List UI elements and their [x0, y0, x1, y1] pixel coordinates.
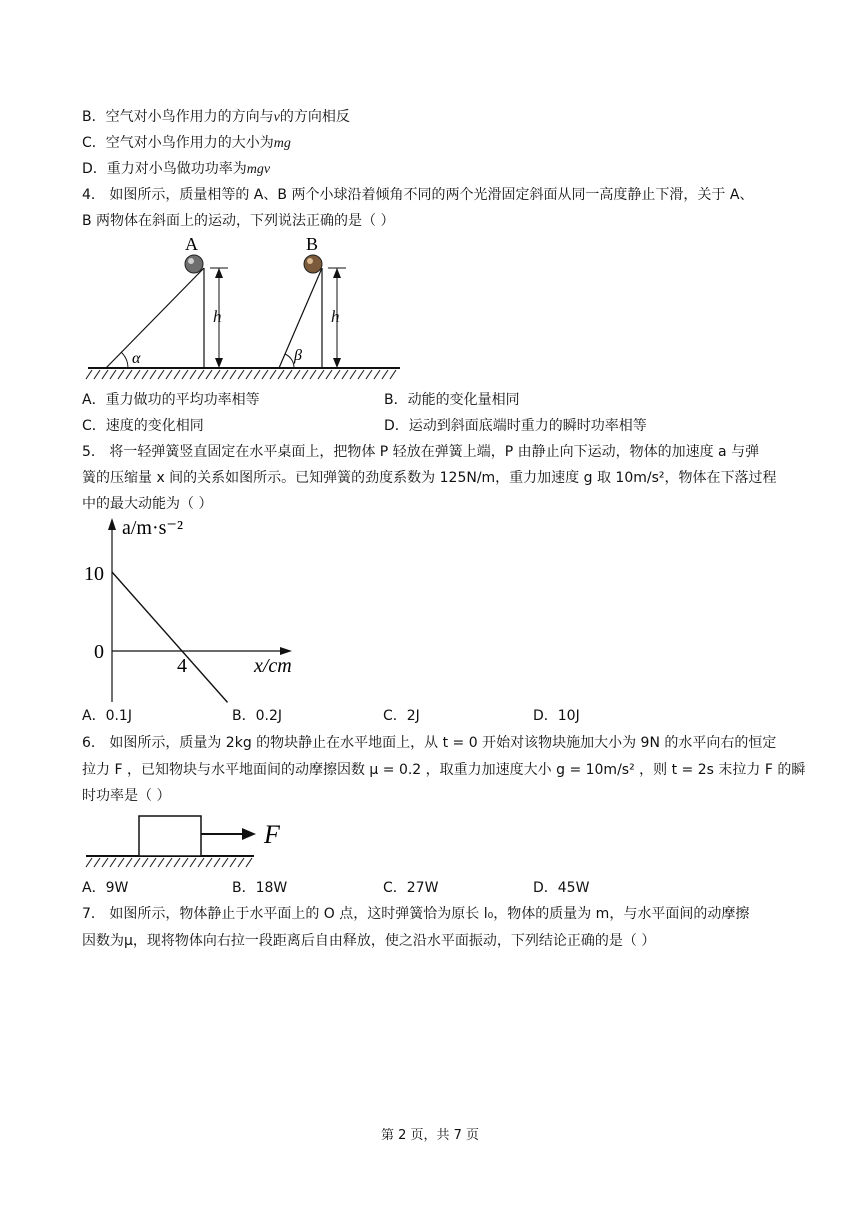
q4-option-c: C．速度的变化相同: [82, 418, 204, 434]
q5-stem-line2: 簧的压缩量 x 间的关系如图所示。已知弹簧的劲度系数为 125N/m，重力加速度 g 取 10m/s²，物体在下落过程: [82, 470, 777, 486]
y-axis-label: a/m·s⁻²: [122, 517, 183, 539]
q4-option-d: D．运动到斜面底端时重力的瞬时功率相等: [384, 418, 647, 434]
q3-option-c: C．空气对小鸟作用力的大小为mg: [82, 135, 291, 151]
q6-option-d: D．45W: [533, 880, 590, 896]
x-axis-label: x/cm: [254, 655, 292, 677]
origin-label: 0: [94, 641, 104, 663]
q4-option-b: B．动能的变化量相同: [384, 392, 520, 408]
series-line: [112, 572, 228, 702]
force-label: F: [264, 820, 280, 849]
q4-figure-inclines: [82, 230, 412, 385]
q6-option-a: A．9W: [82, 880, 129, 896]
q6-block-figure: [82, 810, 302, 872]
q5-acceleration-chart: [82, 512, 312, 702]
q5-stem-line1: 5． 将一轻弹簧竖直固定在水平桌面上，把物体 P 轻放在弹簧上端，P 由静止向下运动，物体的加速度 a 与弹: [82, 444, 760, 460]
x-tick-label: 4: [177, 655, 187, 677]
q3-option-b: B．空气对小鸟作用力的方向与v的方向相反: [82, 109, 350, 125]
q7-stem-line2: 因数为μ，现将物体向右拉一段距离后自由释放，使之沿水平面振动，下列结论正确的是（ ）: [82, 933, 656, 949]
q5-option-b: B．0.2J: [232, 708, 282, 724]
q5-option-c: C．2J: [383, 708, 420, 724]
page-footer: 第 2 页，共 7 页: [380, 1128, 480, 1143]
height-label-a: h: [213, 307, 222, 326]
q5-option-a: A．0.1J: [82, 708, 132, 724]
height-label-b: h: [331, 307, 340, 326]
q6-stem-line3: 时功率是（ ）: [82, 788, 171, 804]
q6-stem-line2: 拉力 F ，已知物块与水平地面间的动摩擦因数 μ = 0.2 ，取重力加速度大小 g = 10m/s² ，则 t = 2s 末拉力 F 的瞬: [82, 762, 806, 778]
q6-option-c: C．27W: [383, 880, 439, 896]
beta-label: β: [294, 347, 302, 364]
q5-option-d: D．10J: [533, 708, 580, 724]
ball-a-label: A: [185, 234, 198, 254]
q4-stem-line1: 4． 如图所示，质量相等的 A、B 两个小球沿着倾角不同的两个光滑固定斜面从同一高度静止下滑，关于 A、: [82, 187, 754, 203]
q4-stem-line2: B 两物体在斜面上的运动，下列说法正确的是（ ）: [82, 213, 395, 229]
alpha-label: α: [132, 350, 141, 367]
q3-option-d: D．重力对小鸟做功功率为mgv: [82, 161, 271, 177]
ball-b-label: B: [306, 234, 319, 254]
y-tick-label: 10: [84, 563, 104, 585]
q6-stem-line1: 6． 如图所示，质量为 2kg 的物块静止在水平地面上，从 t = 0 开始对该物块施加大小为 9N 的水平向右的恒定: [82, 735, 777, 751]
q6-option-b: B．18W: [232, 880, 288, 896]
q4-option-a: A．重力做功的平均功率相等: [82, 392, 260, 408]
q5-stem-line3: 中的最大动能为（ ）: [82, 496, 213, 512]
q7-stem-line1: 7． 如图所示，物体静止于水平面上的 O 点，这时弹簧恰为原长 l₀，物体的质量为 m，与水平面间的动摩擦: [82, 906, 750, 922]
